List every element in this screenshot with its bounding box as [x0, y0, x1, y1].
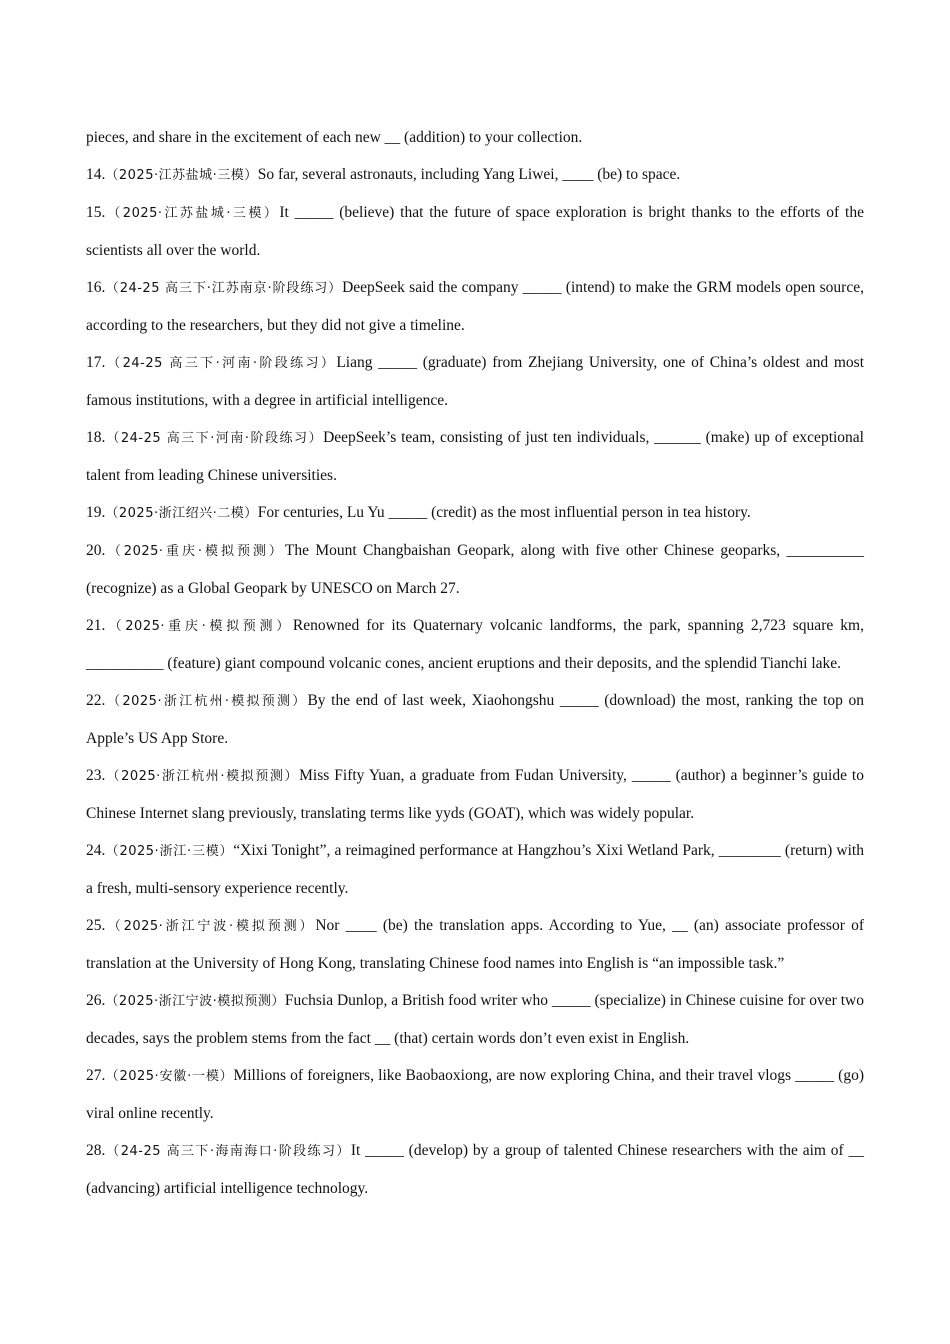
question-24	[86, 832, 864, 907]
question-text: “Xixi Tonight”, a reimagined performance at Hangzhou’s Xixi Wetland Park, ________ (return) with a fresh, multi-sensory experience recently.	[86, 842, 864, 897]
question-source: （2025·浙江·三模）	[105, 844, 234, 859]
question-21	[86, 607, 864, 682]
question-source: （2025·江苏盐城·三模）	[105, 168, 258, 183]
question-18	[86, 419, 864, 494]
question-23	[86, 757, 864, 832]
question-source: （2025·重庆·模拟预测）	[105, 619, 293, 634]
question-source: （2025·重庆·模拟预测）	[105, 544, 285, 559]
question-text: Renowned for its Quaternary volcanic landforms, the park, spanning 2,723 square km, __________ (feature) giant compound volcanic cones, ancient eruptions and their deposits, and the splendid Tianchi lake.	[86, 617, 864, 672]
question-number: 18.	[86, 429, 106, 446]
question-text: Fuchsia Dunlop, a British food writer who _____ (specialize) in Chinese cuisine for over two decades, says the problem stems from the fact __ (that) certain words don’t even exist in English.	[86, 992, 864, 1047]
question-source: （2025·安徽·一模）	[105, 1069, 234, 1084]
question-number: 25.	[86, 917, 106, 934]
question-number: 23.	[86, 767, 106, 784]
question-text: By the end of last week, Xiaohongshu _____ (download) the most, ranking the top on Apple’s US App Store.	[86, 692, 864, 747]
question-17	[86, 344, 864, 419]
question-source: （2025·浙江宁波·模拟预测）	[105, 919, 316, 934]
question-source: （2025·浙江宁波·模拟预测）	[105, 994, 285, 1009]
question-text: DeepSeek said the company _____ (intend) to make the GRM models open source, according to the researchers, but they did not give a timeline.	[86, 279, 864, 334]
question-source: （2025·浙江杭州·模拟预测）	[105, 694, 308, 709]
question-number: 26.	[86, 992, 106, 1009]
question-number: 16.	[86, 279, 106, 296]
question-number: 21.	[86, 617, 106, 634]
question-19	[86, 494, 864, 532]
question-text: Miss Fifty Yuan, a graduate from Fudan University, _____ (author) a beginner’s guide to Chinese Internet slang previously, translating terms like yyds (GOAT), which was widely popular.	[86, 767, 864, 822]
question-16	[86, 269, 864, 344]
question-number: 15.	[86, 204, 106, 221]
question-number: 27.	[86, 1067, 106, 1084]
question-text: It _____ (believe) that the future of space exploration is bright thanks to the efforts of the scientists all over the world.	[86, 204, 864, 259]
question-22	[86, 682, 864, 757]
question-list	[86, 119, 864, 1207]
question-source: （2025·江苏盐城·三模）	[105, 206, 280, 221]
question-number: 22.	[86, 692, 106, 709]
question-source: （2025·浙江杭州·模拟预测）	[105, 769, 300, 784]
question-source: （24-25 高三下·河南·阶段练习）	[105, 431, 324, 446]
question-number: 17.	[86, 354, 106, 371]
question-text: Liang _____ (graduate) from Zhejiang University, one of China’s oldest and most famous institutions, with a degree in artificial intelligence.	[86, 354, 864, 409]
question-number: 19.	[86, 504, 106, 521]
continuation-text: pieces, and share in the excitement of each new __ (addition) to your collection.	[86, 129, 583, 146]
question-text: Millions of foreigners, like Baobaoxiong, are now exploring China, and their travel vlogs _____ (go) viral online recently.	[86, 1067, 865, 1122]
question-text: Nor ____ (be) the translation apps. According to Yue, __ (an) associate professor of translation at the University of Hong Kong, translating Chinese food names into English is “an impossible task.”	[86, 917, 864, 972]
question-text: It _____ (develop) by a group of talented Chinese researchers with the aim of __ (advancing) artificial intelligence technology.	[86, 1142, 864, 1197]
question-source: （2025·浙江绍兴·二模）	[105, 506, 258, 521]
question-text: For centuries, Lu Yu _____ (credit) as the most influential person in tea history.	[257, 504, 751, 521]
question-text: So far, several astronauts, including Yang Liwei, ____ (be) to space.	[257, 166, 681, 183]
question-source: （24-25 高三下·江苏南京·阶段练习）	[105, 281, 343, 296]
question-source: （24-25 高三下·河南·阶段练习）	[105, 356, 337, 371]
question-number: 28.	[86, 1142, 106, 1159]
question-27	[86, 1057, 864, 1132]
question-text: DeepSeek’s team, consisting of just ten individuals, ______ (make) up of exceptional talent from leading Chinese universities.	[86, 429, 864, 484]
question-source: （24-25 高三下·海南海口·阶段练习）	[105, 1144, 351, 1159]
question-20	[86, 532, 864, 607]
question-14	[86, 156, 864, 194]
question-number: 14.	[86, 166, 106, 183]
question-15	[86, 194, 864, 269]
question-number: 24.	[86, 842, 106, 859]
question-number: 20.	[86, 542, 106, 559]
question-26	[86, 982, 864, 1057]
question-28	[86, 1132, 864, 1207]
question-25	[86, 907, 864, 982]
question-text: The Mount Changbaishan Geopark, along with five other Chinese geoparks, __________ (recognize) as a Global Geopark by UNESCO on March 27.	[86, 542, 864, 597]
